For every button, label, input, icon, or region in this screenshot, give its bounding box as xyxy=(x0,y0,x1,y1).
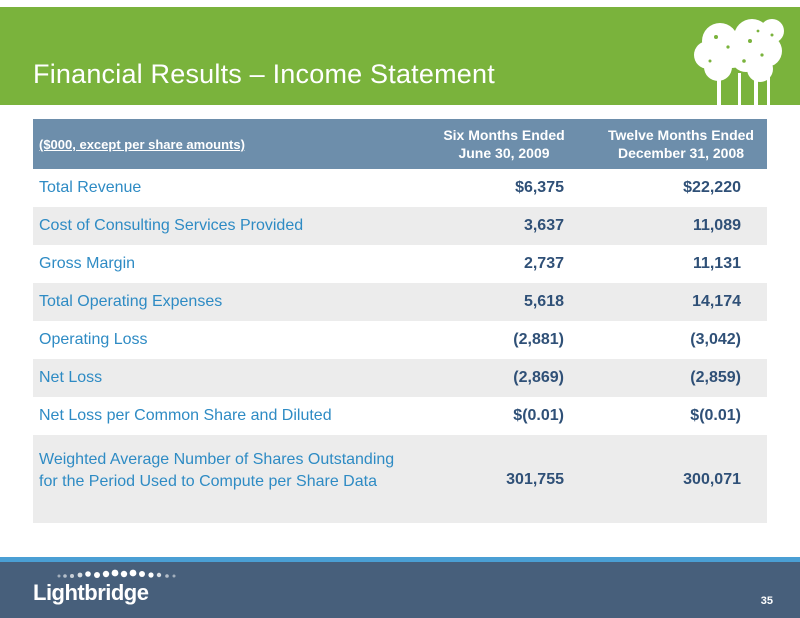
footer-bar xyxy=(0,562,800,618)
column-header-twelve-months: Twelve Months Ended December 31, 2008 xyxy=(608,127,754,161)
twelve-months-value: (2,859) xyxy=(690,369,741,386)
twelve-months-value: $(0.01) xyxy=(690,407,741,424)
row-label: Net Loss per Common Share and Diluted xyxy=(39,407,332,424)
twelve-months-value: 11,131 xyxy=(692,255,741,272)
six-months-value: (2,881) xyxy=(513,331,564,348)
page-number: 35 xyxy=(760,595,773,607)
row-label: Gross Margin xyxy=(39,255,136,272)
six-months-value: (2,869) xyxy=(513,369,564,386)
six-months-value: 5,618 xyxy=(523,293,564,310)
six-months-value: 301,755 xyxy=(506,471,564,488)
lightbridge-logo: Lightbridge xyxy=(33,580,149,605)
twelve-months-value: $22,220 xyxy=(683,179,741,196)
six-months-value: 3,637 xyxy=(523,217,564,234)
table-row xyxy=(33,359,767,397)
twelve-months-value: 14,174 xyxy=(692,293,741,310)
row-label: Net Loss xyxy=(39,369,103,386)
six-months-value: $(0.01) xyxy=(513,407,564,424)
row-label: Weighted Average Number of Shares Outstanding for the Period Used to Compute per Share Data xyxy=(39,451,395,490)
table-row xyxy=(33,283,767,321)
six-months-value: 2,737 xyxy=(523,255,564,272)
table-header xyxy=(33,119,767,169)
trees-icon xyxy=(688,11,794,107)
table-row xyxy=(33,245,767,283)
units-label: ($000, except per share amounts) xyxy=(39,137,245,152)
row-label: Total Operating Expenses xyxy=(39,293,223,310)
table-row xyxy=(33,397,767,435)
table-row xyxy=(33,207,767,245)
column-header-six-months: Six Months Ended June 30, 2009 xyxy=(443,127,565,161)
income-statement-table xyxy=(33,119,767,523)
six-months-value: $6,375 xyxy=(515,179,564,196)
table-row xyxy=(33,169,767,207)
row-label: Cost of Consulting Services Provided xyxy=(39,217,304,234)
page-title: Financial Results – Income Statement xyxy=(33,59,495,89)
twelve-months-value: 11,089 xyxy=(692,217,741,234)
row-label: Total Revenue xyxy=(39,179,142,196)
row-label: Operating Loss xyxy=(39,331,148,348)
table-row xyxy=(33,435,767,523)
table-row xyxy=(33,321,767,359)
twelve-months-value: 300,071 xyxy=(683,471,741,488)
title-banner xyxy=(0,7,800,105)
twelve-months-value: (3,042) xyxy=(690,331,741,348)
